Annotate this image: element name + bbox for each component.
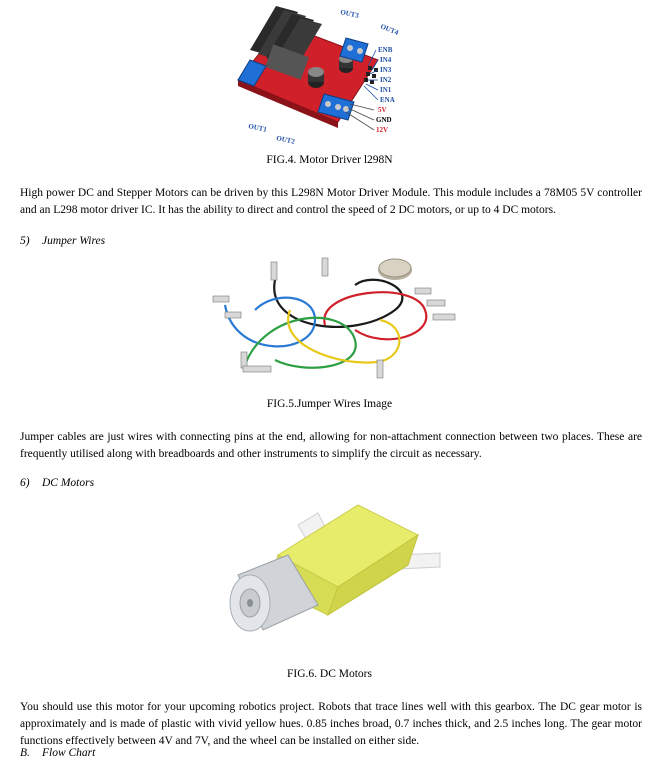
dc-heading	[20, 477, 94, 489]
label-in4: IN4	[380, 56, 392, 64]
label-out3: OUT3	[339, 8, 360, 20]
label-enb: ENB	[378, 46, 393, 54]
label-in2: IN2	[380, 76, 392, 84]
jumper-paragraph: Jumper cables are just wires with connecting pins at the end, allowing for non-attachment connection between two places. These are frequently utilised along with breadboards and other instruments to simplify the circuit as necessary.	[20, 431, 642, 460]
label-ena: ENA	[380, 96, 395, 104]
label-in1: IN1	[380, 86, 392, 94]
label-out1: OUT1	[247, 122, 268, 134]
flowchart-heading-title: Flow Chart	[42, 747, 96, 759]
label-in3: IN3	[380, 66, 392, 74]
fig5-caption: FIG.5.Jumper Wires Image	[266, 398, 393, 410]
wire-pins	[213, 258, 455, 378]
label-gnd: GND	[376, 116, 392, 124]
flowchart-heading	[20, 747, 95, 759]
label-out2: OUT2	[275, 134, 296, 146]
label-12v: 12V	[376, 126, 389, 134]
jumper-heading-title: Jumper Wires	[42, 235, 106, 247]
jumper-heading-number: 5)	[20, 235, 30, 247]
dc-motor-image	[208, 495, 448, 655]
fig6-caption: FIG.6. DC Motors	[287, 668, 372, 680]
driver-paragraph: High power DC and Stepper Motors can be driven by this L298N Motor Driver Module. This module includes a 78M05 5V controller and an L298 motor driver IC. It has the ability to direct and control the speed of 2 DC motors, or up to 4 DC motors.	[20, 187, 642, 216]
jumper-heading	[20, 235, 105, 247]
flowchart-heading-number: B.	[20, 747, 30, 759]
jumper-wires-image	[205, 250, 460, 390]
coin	[378, 259, 412, 280]
dc-heading-title: DC Motors	[42, 477, 95, 489]
motor-driver-image	[228, 2, 428, 152]
dc-heading-number: 6)	[20, 477, 30, 489]
dc-paragraph: You should use this motor for your upcoming robotics project. Robots that trace lines well with this gearbox. The DC gear motor is approximately and is made of plastic with vivid yellow hues. 0.85 inches broad, 0.7 inches thick, and 2.5 inches long. The gear motor functions effectively between 4V and 7V, and the wheel can be installed on either side.	[20, 701, 642, 747]
label-5v: 5V	[378, 106, 387, 114]
fig4-caption: FIG.4. Motor Driver l298N	[266, 154, 393, 166]
wire-red	[324, 292, 426, 339]
label-out4: OUT4	[379, 22, 400, 37]
